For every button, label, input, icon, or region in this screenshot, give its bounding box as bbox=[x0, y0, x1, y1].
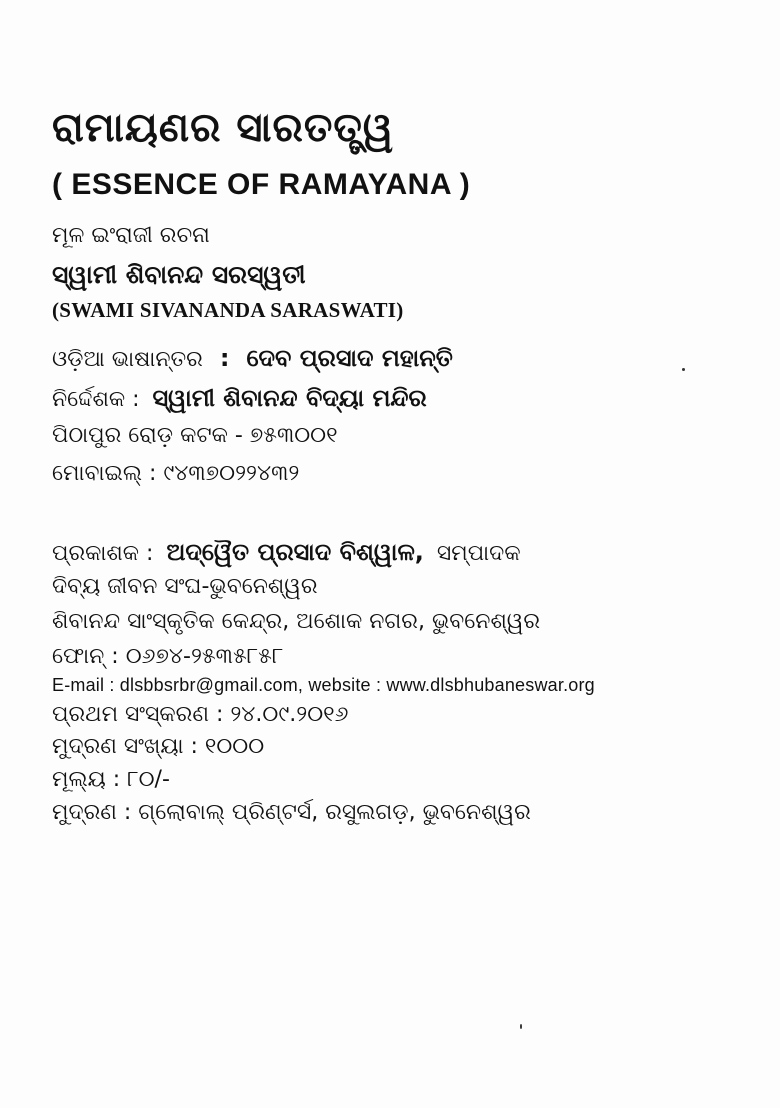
email-website-line: E-mail : dlsbbsrbr@gmail.com, website : www.dlsbhubaneswar.org bbox=[52, 675, 595, 695]
paper-speck bbox=[682, 368, 685, 371]
publisher-name: ଅଦ୍ୱୈତ ପ୍ରସାଦ ବିଶ୍ୱାଳ, bbox=[166, 538, 424, 566]
director-line bbox=[52, 386, 427, 411]
paper-speck bbox=[520, 1024, 522, 1029]
centre-address-line: ଶିବାନନ୍ଦ ସାଂସ୍କୃତିକ କେନ୍ଦ୍ର, ଅଶୋକ ନଗର, ଭୁବନେଶ୍ୱର bbox=[52, 609, 541, 634]
author-name-english: (SWAMI SIVANANDA SARASWATI) bbox=[52, 298, 404, 322]
publisher-line bbox=[52, 540, 521, 565]
edition-line: ପ୍ରଥମ ସଂସ୍କରଣ : ୨୪.୦୯.୨୦୧୬ bbox=[52, 702, 349, 727]
translator-line bbox=[52, 346, 453, 371]
print-count-line: ମୁଦ୍ରଣ ସଂଖ୍ୟା : ୧୦୦୦ bbox=[52, 734, 265, 759]
society-line: ଦିବ୍ୟ ଜୀବନ ସଂଘ-ଭୁବନେଶ୍ୱର bbox=[52, 574, 318, 599]
publisher-role: ସମ୍ପାଦକ bbox=[436, 541, 521, 566]
author-name-odia: ସ୍ୱାମୀ ଶିବାନନ୍ଦ ସରସ୍ୱତୀ bbox=[52, 260, 306, 289]
mobile-line: ମୋବାଇଲ୍ : ୯୪୩୭୦୨୨୪୩୨ bbox=[52, 461, 300, 486]
price-line: ମୂଲ୍ୟ : ୮୦/- bbox=[52, 767, 170, 792]
original-work-label: ମୂଳ ଇଂରାଜୀ ରଚନା bbox=[52, 223, 210, 248]
book-title-english: ( ESSENCE OF RAMAYANA ) bbox=[52, 168, 471, 201]
publisher-label: ପ୍ରକାଶକ : bbox=[52, 541, 154, 566]
book-title-odia: ରାମାୟଣର ସାରତତ୍ତ୍ୱ bbox=[52, 105, 395, 151]
director-label: ନିର୍ଦ୍ଦେଶକ : bbox=[52, 387, 140, 412]
address-line: ପିଠାପୁର ରୋଡ଼ କଟକ - ୭୫୩୦୦୧ bbox=[52, 423, 338, 448]
phone-line: ଫୋନ୍ : ୦୬୭୪-୨୫୩୫୮୫୮ bbox=[52, 644, 284, 669]
translator-name: ଦେବ ପ୍ରସାଦ ମହାନ୍ତି bbox=[246, 344, 453, 372]
translator-separator: : bbox=[219, 344, 230, 372]
translator-label: ଓଡ଼ିଆ ଭାଷାନ୍ତର bbox=[52, 347, 203, 372]
printer-line: ମୁଦ୍ରଣ : ଗ୍ଲୋବାଲ୍ ପ୍ରିଣ୍ଟର୍ସ, ରସୁଲଗଡ଼, ଭୁବନେଶ୍ୱର bbox=[52, 800, 531, 825]
director-name: ସ୍ୱାମୀ ଶିବାନନ୍ଦ ବିଦ୍ୟା ମନ୍ଦିର bbox=[152, 384, 427, 412]
